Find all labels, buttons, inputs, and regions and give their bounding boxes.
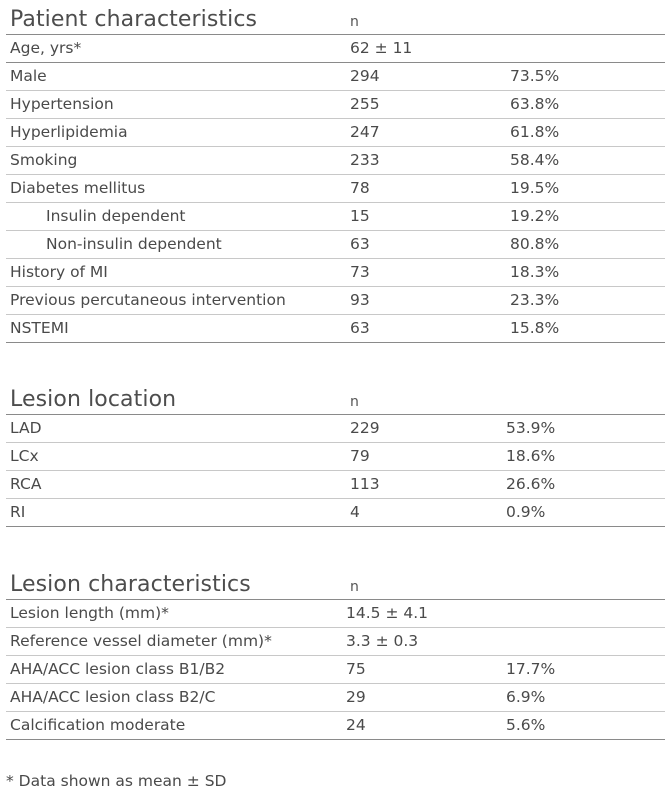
- row-n: 63: [350, 319, 370, 337]
- n-column-header: n: [350, 394, 359, 410]
- lesion-location-table: [0, 380, 671, 527]
- row-label: Diabetes mellitus: [10, 179, 146, 197]
- section-title: Patient characteristics: [10, 7, 258, 32]
- row-pct: 6.9%: [506, 688, 546, 706]
- row-n: 79: [350, 447, 370, 465]
- row-pct: 19.5%: [510, 179, 560, 197]
- row-label: Smoking: [10, 151, 78, 169]
- row-n: 63: [350, 235, 370, 253]
- row-pct: 80.8%: [510, 235, 560, 253]
- table-row: [6, 90, 665, 118]
- lesion-characteristics-table: [0, 565, 671, 740]
- row-pct: 17.7%: [506, 660, 556, 678]
- row-label: Calcification moderate: [10, 716, 186, 734]
- row-pct: 19.2%: [510, 207, 560, 225]
- table-row: [6, 683, 665, 711]
- row-pct: 18.6%: [506, 447, 556, 465]
- table-row: [6, 442, 665, 470]
- row-n: 229: [350, 419, 380, 437]
- table-row: [6, 711, 665, 740]
- table-row: [6, 230, 665, 258]
- section-title: Lesion characteristics: [10, 572, 251, 597]
- section-title: Lesion location: [10, 387, 177, 412]
- table-row: [6, 174, 665, 202]
- row-label: AHA/ACC lesion class B2/C: [10, 688, 216, 706]
- table-row: [6, 202, 665, 230]
- table-row: [6, 62, 665, 90]
- section-header: [0, 565, 671, 599]
- row-label: Insulin dependent: [46, 207, 186, 225]
- row-label: Male: [10, 67, 47, 85]
- row-pct: 18.3%: [510, 263, 560, 281]
- row-n: 73: [350, 263, 370, 281]
- row-label: LCx: [10, 447, 39, 465]
- row-pct: 58.4%: [510, 151, 560, 169]
- table-row: [6, 34, 665, 62]
- row-label: AHA/ACC lesion class B1/B2: [10, 660, 226, 678]
- row-label: LAD: [10, 419, 42, 437]
- row-label: NSTEMI: [10, 319, 69, 337]
- n-column-header: n: [350, 579, 359, 595]
- row-label: History of MI: [10, 263, 108, 281]
- row-pct: 61.8%: [510, 123, 560, 141]
- table-row: [6, 258, 665, 286]
- row-n: 93: [350, 291, 370, 309]
- row-label: Lesion length (mm)*: [10, 604, 169, 622]
- row-pct: 23.3%: [510, 291, 560, 309]
- row-label: Hypertension: [10, 95, 114, 113]
- row-pct: 5.6%: [506, 716, 546, 734]
- row-label: Age, yrs*: [10, 39, 82, 57]
- row-n: 62 ± 11: [350, 39, 413, 57]
- row-label: Non-insulin dependent: [46, 235, 222, 253]
- row-pct: 26.6%: [506, 475, 556, 493]
- row-n: 14.5 ± 4.1: [346, 604, 429, 622]
- patient-characteristics-table: [0, 0, 671, 343]
- section-header: [0, 380, 671, 414]
- table-row: [6, 599, 665, 627]
- row-n: 294: [350, 67, 380, 85]
- row-n: 24: [346, 716, 366, 734]
- table-row: [6, 470, 665, 498]
- footnote: * Data shown as mean ± SD: [6, 772, 227, 790]
- row-pct: 0.9%: [506, 503, 546, 521]
- table-row: [6, 146, 665, 174]
- row-label: Reference vessel diameter (mm)*: [10, 632, 272, 650]
- row-n: 4: [350, 503, 360, 521]
- n-column-header: n: [350, 14, 359, 30]
- table-row: [6, 414, 665, 442]
- table-row: [6, 627, 665, 655]
- row-n: 247: [350, 123, 380, 141]
- row-n: 255: [350, 95, 380, 113]
- row-n: 113: [350, 475, 380, 493]
- table-row: [6, 498, 665, 527]
- table-row: [6, 314, 665, 343]
- row-label: Hyperlipidemia: [10, 123, 128, 141]
- row-n: 75: [346, 660, 366, 678]
- table-row: [6, 118, 665, 146]
- row-pct: 63.8%: [510, 95, 560, 113]
- table-row: [6, 286, 665, 314]
- table-row: [6, 655, 665, 683]
- row-n: 78: [350, 179, 370, 197]
- row-pct: 73.5%: [510, 67, 560, 85]
- row-label: RCA: [10, 475, 42, 493]
- section-header: [0, 0, 671, 34]
- row-pct: 53.9%: [506, 419, 556, 437]
- row-pct: 15.8%: [510, 319, 560, 337]
- row-n: 29: [346, 688, 366, 706]
- row-label: Previous percutaneous intervention: [10, 291, 286, 309]
- row-n: 233: [350, 151, 380, 169]
- row-label: RI: [10, 503, 26, 521]
- row-n: 15: [350, 207, 370, 225]
- row-n: 3.3 ± 0.3: [346, 632, 419, 650]
